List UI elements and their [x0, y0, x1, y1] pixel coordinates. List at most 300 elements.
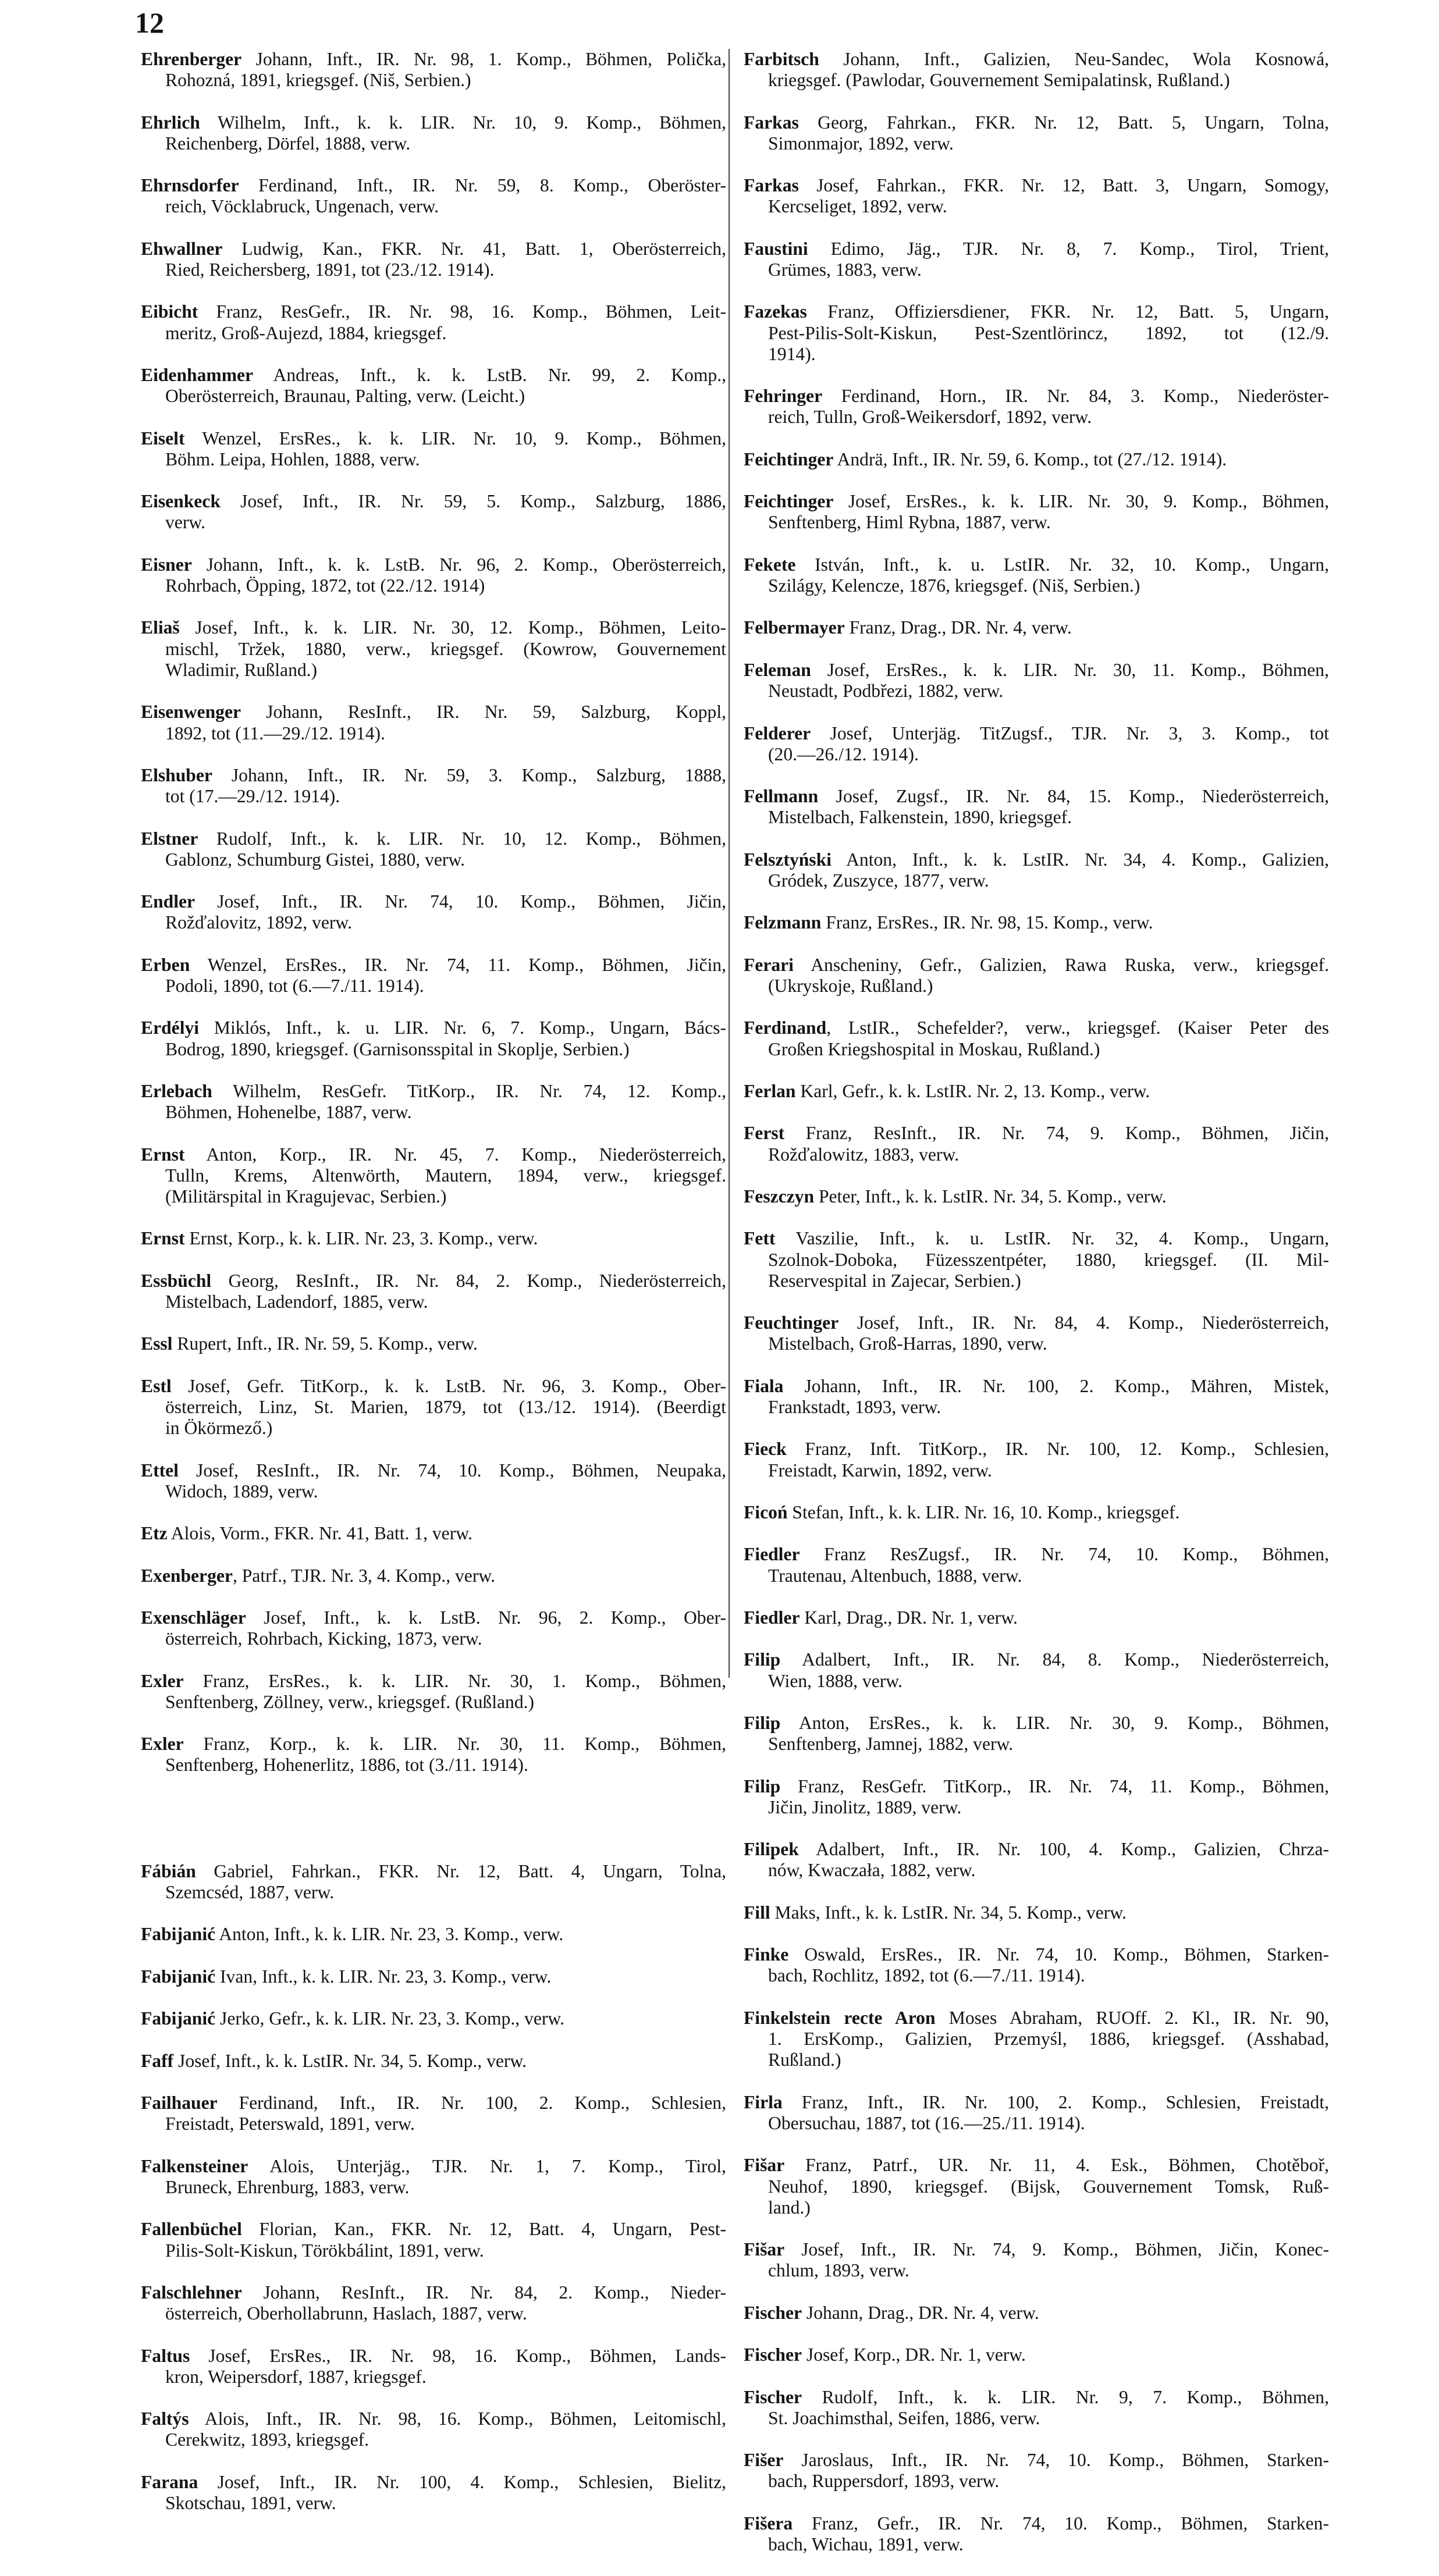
entry-surname: Feichtinger	[744, 491, 834, 512]
entry-surname: Farana	[141, 2471, 198, 2492]
list-item	[141, 1671, 726, 1734]
entry-line: Filip Franz, ResGefr. TitKorp., IR. Nr. 74, 11. Komp., Böhmen,	[744, 1776, 1329, 1796]
entry-surname: Feichtinger	[744, 449, 834, 469]
list-item	[744, 660, 1329, 723]
list-item	[141, 955, 726, 1018]
entry-surname: Elshuber	[141, 764, 212, 785]
entry-surname: Filip	[744, 1776, 781, 1796]
list-item	[744, 2008, 1329, 2092]
entry-line: Senftenberg, Jamnej, 1882, verw.	[768, 1734, 1014, 1755]
entry-surname: Ficoń	[744, 1502, 788, 1523]
entry-line: Failhauer Ferdinand, Inft., IR. Nr. 100, 2. Komp., Schlesien,	[141, 2093, 726, 2114]
entry-surname: Ernst	[141, 1228, 185, 1249]
entry-line: Fiala Johann, Inft., IR. Nr. 100, 2. Komp., Mähren, Mistek,	[744, 1375, 1329, 1396]
entry-surname: Fehringer	[744, 386, 823, 407]
entry-surname: Faltus	[141, 2345, 190, 2366]
entry-line: Szolnok-Doboka, Füzesszentpéter, 1880, kriegsgef. (II. Mil-	[768, 1249, 1329, 1270]
left-column	[141, 49, 726, 2535]
entry-line: Gablonz, Schumburg Gistei, 1880, verw.	[165, 849, 466, 870]
list-item	[744, 1376, 1329, 1439]
entry-line: Falschlehner Johann, ResInft., IR. Nr. 84, 2. Komp., Nieder-	[141, 2282, 726, 2303]
entry-line: (20.—26./12. 1914).	[768, 743, 919, 764]
entry-line: österreich, Oberhollabrunn, Haslach, 1887, verw.	[165, 2303, 527, 2324]
entry-line: Wladimir, Rußland.)	[165, 659, 318, 680]
entry-line: Fiedler Karl, Drag., DR. Nr. 1, verw.	[744, 1607, 1018, 1628]
list-item	[141, 2219, 726, 2282]
entry-surname: Ferlan	[744, 1080, 796, 1101]
entry-line: Estl Josef, Gefr. TitKorp., k. k. LstB. Nr. 96, 3. Komp., Ober-	[141, 1375, 726, 1396]
entry-line: verw.	[165, 512, 206, 533]
list-item	[744, 449, 1329, 491]
entry-surname: Elstner	[141, 828, 198, 849]
list-item	[141, 765, 726, 828]
column-divider	[729, 49, 730, 1678]
entry-line: Neuhof, 1890, kriegsgef. (Bijsk, Gouvernement Tomsk, Ruß-	[768, 2176, 1329, 2197]
entry-line: Falkensteiner Alois, Unterjäg., TJR. Nr. 1, 7. Komp., Tirol,	[141, 2155, 726, 2176]
entry-line: nów, Kwaczała, 1882, verw.	[768, 1860, 976, 1881]
entry-line: Essl Rupert, Inft., IR. Nr. 59, 5. Komp., verw.	[141, 1333, 478, 1354]
entry-line: Fill Maks, Inft., k. k. LstIR. Nr. 34, 5. Komp., verw.	[744, 1902, 1127, 1923]
list-item	[744, 1439, 1329, 1502]
list-item	[141, 1734, 726, 1797]
entry-line: Grümes, 1883, verw.	[768, 259, 922, 280]
entry-line: Mistelbach, Ladendorf, 1885, verw.	[165, 1291, 428, 1312]
entry-line: Faustini Edimo, Jäg., TJR. Nr. 8, 7. Komp., Tirol, Trient,	[744, 238, 1329, 259]
entry-surname: Faustini	[744, 238, 808, 259]
entry-line: Elshuber Johann, Inft., IR. Nr. 59, 3. Komp., Salzburg, 1888,	[141, 764, 726, 785]
entry-surname: Faltýs	[141, 2408, 189, 2429]
entry-surname: Eisenkeck	[141, 491, 221, 512]
entry-surname: Eisner	[141, 554, 192, 575]
entry-line: Fabijanić Ivan, Inft., k. k. LIR. Nr. 23, 3. Komp., verw.	[141, 1966, 552, 1987]
entry-line: Felbermayer Franz, Drag., DR. Nr. 4, verw.	[744, 617, 1072, 638]
entry-line: 1892, tot (11.—29./12. 1914).	[165, 723, 385, 743]
entry-line: Widoch, 1889, verw.	[165, 1481, 318, 1502]
list-item	[744, 617, 1329, 659]
list-item	[141, 1861, 726, 1924]
entry-surname: Fischer	[744, 2302, 802, 2323]
entry-line: Reservespital in Zajecar, Serbien.)	[768, 1270, 1021, 1291]
entry-surname: Firla	[744, 2091, 783, 2112]
list-item	[141, 617, 726, 702]
entry-surname: Fazekas	[744, 301, 807, 322]
entry-line: Fišar Josef, Inft., IR. Nr. 74, 9. Komp., Böhmen, Jičin, Konec-	[744, 2239, 1329, 2260]
entry-surname: Exler	[141, 1734, 184, 1755]
entry-line: Exenschläger Josef, Inft., k. k. LstB. Nr. 96, 2. Komp., Ober-	[141, 1607, 726, 1628]
entry-line: Bruneck, Ehrenburg, 1883, verw.	[165, 2176, 410, 2197]
entry-surname: Erben	[141, 954, 190, 975]
entry-line: bach, Rochlitz, 1892, tot (6.—7./11. 1914).	[768, 1965, 1085, 1986]
entry-line: Pest-Pilis-Solt-Kiskun, Pest-Szentlörincz, 1892, tot (12./9.	[768, 322, 1329, 343]
list-item	[744, 1776, 1329, 1840]
list-item	[141, 175, 726, 239]
entry-line: Ferdinand, LstIR., Schefelder?, verw., kriegsgef. (Kaiser Peter des	[744, 1017, 1329, 1038]
entry-surname: Ferst	[744, 1123, 785, 1144]
entry-line: Ferlan Karl, Gefr., k. k. LstIR. Nr. 2, 13. Komp., verw.	[744, 1080, 1150, 1101]
entry-surname: Erdélyi	[141, 1017, 200, 1038]
entry-surname: Fieck	[744, 1439, 787, 1460]
entry-line: bach, Ruppersdorf, 1893, verw.	[768, 2471, 1000, 2492]
entry-line: Ernst Ernst, Korp., k. k. LIR. Nr. 23, 3. Komp., verw.	[141, 1228, 538, 1249]
entry-line: Fiedler Franz ResZugsf., IR. Nr. 74, 10. Komp., Böhmen,	[744, 1544, 1329, 1565]
entry-surname: Ettel	[141, 1460, 179, 1481]
entry-line: Gródek, Zuszyce, 1877, verw.	[768, 870, 989, 891]
entry-line: Szemcséd, 1887, verw.	[165, 1882, 335, 1903]
entry-surname: Fiala	[744, 1375, 784, 1396]
entry-line: Endler Josef, Inft., IR. Nr. 74, 10. Komp., Böhmen, Jičin,	[141, 891, 726, 912]
entry-surname: Feleman	[744, 659, 811, 680]
entry-surname: Feuchtinger	[744, 1312, 839, 1333]
entry-line: Rožďalowitz, 1883, verw.	[768, 1144, 960, 1165]
entry-surname: Felderer	[744, 723, 811, 743]
list-item	[141, 2472, 726, 2535]
entry-line: Eliaš Josef, Inft., k. k. LIR. Nr. 30, 12. Komp., Böhmen, Leito-	[141, 617, 726, 638]
entry-line: Finkelstein recte Aron Moses Abraham, RUOff. 2. Kl., IR. Nr. 90,	[744, 2007, 1329, 2028]
entry-line: Frankstadt, 1893, verw.	[768, 1397, 941, 1417]
entry-line: Eibicht Franz, ResGefr., IR. Nr. 98, 16. Komp., Böhmen, Leit-	[141, 301, 726, 322]
entry-surname: Falschlehner	[141, 2282, 242, 2303]
right-column	[744, 49, 1329, 2576]
list-item	[744, 301, 1329, 386]
entry-line: Mistelbach, Groß-Harras, 1890, verw.	[768, 1333, 1047, 1354]
entry-line: Fabijanić Anton, Inft., k. k. LIR. Nr. 23, 3. Komp., verw.	[141, 1924, 564, 1945]
list-item	[141, 301, 726, 365]
entry-line: Ehwallner Ludwig, Kan., FKR. Nr. 41, Batt. 1, Oberösterreich,	[141, 238, 726, 259]
list-item	[744, 1123, 1329, 1186]
entry-list	[141, 49, 726, 1797]
list-item	[744, 49, 1329, 112]
list-item	[744, 1312, 1329, 1376]
entry-surname: Essl	[141, 1333, 173, 1354]
entry-surname: Fiedler	[744, 1544, 800, 1565]
entry-line: Elstner Rudolf, Inft., k. k. LIR. Nr. 10, 12. Komp., Böhmen,	[141, 828, 726, 849]
list-item	[744, 1186, 1329, 1228]
entry-surname: Etz	[141, 1523, 168, 1544]
entry-line: Eidenhammer Andreas, Inft., k. k. LstB. Nr. 99, 2. Komp.,	[141, 365, 726, 386]
list-item	[141, 49, 726, 112]
list-item	[141, 702, 726, 765]
entry-line: Szilágy, Kelencze, 1876, kriegsgef. (Niš, Serbien.)	[768, 575, 1140, 596]
entry-line: Ehrenberger Johann, Inft., IR. Nr. 98, 1. Komp., Böhmen, Polička,	[141, 49, 726, 69]
section-gap	[141, 1797, 726, 1861]
list-item	[141, 1017, 726, 1081]
list-item	[744, 2450, 1329, 2513]
entry-line: Exenberger, Patrf., TJR. Nr. 3, 4. Komp., verw.	[141, 1565, 495, 1586]
list-item	[141, 239, 726, 302]
entry-line: Senftenberg, Hohenerlitz, 1886, tot (3./11. 1914).	[165, 1755, 528, 1776]
entry-line: in Ökörmező.)	[165, 1418, 273, 1439]
entry-line: Erdélyi Miklós, Inft., k. u. LIR. Nr. 6, 7. Komp., Ungarn, Bács-	[141, 1017, 726, 1038]
list-item	[744, 2239, 1329, 2303]
entry-line: Podoli, 1890, tot (6.—7./11. 1914).	[165, 975, 424, 996]
list-item	[141, 428, 726, 492]
entry-line: Bodrog, 1890, kriegsgef. (Garnisonsspital in Skoplje, Serbien.)	[165, 1038, 630, 1059]
entry-line: Fieck Franz, Inft. TitKorp., IR. Nr. 100, 12. Komp., Schlesien,	[744, 1439, 1329, 1460]
entry-surname: Eiselt	[141, 428, 185, 449]
list-item	[141, 1924, 726, 1966]
list-item	[141, 554, 726, 618]
entry-surname: Estl	[141, 1375, 172, 1396]
list-item	[141, 1271, 726, 1334]
entry-surname: Fallenbüchel	[141, 2219, 242, 2240]
list-item	[141, 1376, 726, 1460]
list-item	[744, 1944, 1329, 2008]
entry-line: Fett Vaszilie, Inft., k. u. LstIR. Nr. 32, 4. Komp., Ungarn,	[744, 1228, 1329, 1249]
entry-surname: Fellmann	[744, 786, 819, 807]
entry-line: Ettel Josef, ResInft., IR. Nr. 74, 10. Komp., Böhmen, Neupaka,	[141, 1460, 726, 1481]
list-item	[744, 386, 1329, 449]
entry-line: Feichtinger Andrä, Inft., IR. Nr. 59, 6. Komp., tot (27./12. 1914).	[744, 449, 1227, 469]
entry-surname: Filip	[744, 1649, 781, 1670]
entry-line: Freistadt, Karwin, 1892, verw.	[768, 1460, 992, 1481]
entry-line: Fišera Franz, Gefr., IR. Nr. 74, 10. Komp., Böhmen, Starken-	[744, 2513, 1329, 2534]
entry-line: Ehrnsdorfer Ferdinand, Inft., IR. Nr. 59, 8. Komp., Oberöster-	[141, 175, 726, 196]
entry-line: Firla Franz, Inft., IR. Nr. 100, 2. Komp., Schlesien, Freistadt,	[744, 2091, 1329, 2112]
list-item	[744, 1649, 1329, 1713]
entry-line: Wien, 1888, verw.	[768, 1670, 903, 1691]
entry-line: kron, Weipersdorf, 1887, kriegsgef.	[165, 2366, 427, 2387]
entry-line: österreich, Rohrbach, Kicking, 1873, verw.	[165, 1628, 482, 1649]
entry-surname: Failhauer	[141, 2093, 218, 2114]
list-item	[141, 2051, 726, 2093]
entry-line: Senftenberg, Zöllney, verw., kriegsgef. (Rußland.)	[165, 1691, 535, 1712]
entry-line: Rožďalovitz, 1892, verw.	[165, 912, 353, 933]
list-item	[744, 175, 1329, 239]
list-item	[141, 112, 726, 176]
entry-line: Fabijanić Jerko, Gefr., k. k. LIR. Nr. 23, 3. Komp., verw.	[141, 2008, 565, 2029]
entry-line: Essbüchl Georg, ResInft., IR. Nr. 84, 2. Komp., Niederösterreich,	[141, 1270, 726, 1291]
entry-line: Böhm. Leipa, Hohlen, 1888, verw.	[165, 449, 420, 469]
list-item	[744, 1502, 1329, 1544]
list-item	[141, 1228, 726, 1270]
entry-surname: Farkas	[744, 175, 799, 196]
entry-line: Fišer Jaroslaus, Inft., IR. Nr. 74, 10. Komp., Böhmen, Starken-	[744, 2450, 1329, 2471]
entry-line: österreich, Linz, St. Marien, 1879, tot (13./12. 1914). (Beerdigt	[165, 1397, 726, 1417]
entry-line: Reichenberg, Dörfel, 1888, verw.	[165, 133, 411, 154]
list-item	[744, 2387, 1329, 2450]
entry-line: Felsztyński Anton, Inft., k. k. LstIR. Nr. 34, 4. Komp., Galizien,	[744, 849, 1329, 870]
entry-line: mischl, Tržek, 1880, verw., kriegsgef. (Kowrow, Gouvernement	[165, 638, 726, 659]
list-item	[141, 491, 726, 554]
entry-line: Rohrbach, Öpping, 1872, tot (22./12. 1914)	[165, 575, 485, 596]
entry-line: Obersuchau, 1887, tot (16.—25./11. 1914).	[768, 2112, 1085, 2133]
entry-line: chlum, 1893, verw.	[768, 2260, 909, 2281]
entry-surname: Felzmann	[744, 912, 822, 933]
entry-line: Freistadt, Peterswald, 1891, verw.	[165, 2114, 415, 2134]
entry-line: Fekete István, Inft., k. u. LstIR. Nr. 32, 10. Komp., Ungarn,	[744, 554, 1329, 575]
list-item	[141, 1081, 726, 1144]
entry-line: Oberösterreich, Braunau, Palting, verw. (Leicht.)	[165, 386, 525, 407]
list-item	[744, 239, 1329, 302]
entry-line: Fischer Rudolf, Inft., k. k. LIR. Nr. 9, 7. Komp., Böhmen,	[744, 2386, 1329, 2407]
list-item	[744, 2513, 1329, 2576]
entry-line: Kercseliget, 1892, verw.	[768, 196, 947, 217]
entry-line: reich, Tulln, Groß-Weikersdorf, 1892, verw.	[768, 407, 1092, 428]
entry-surname: Ernst	[141, 1144, 185, 1165]
entry-line: Eisenwenger Johann, ResInft., IR. Nr. 59, Salzburg, Koppl,	[141, 702, 726, 723]
list-item	[744, 112, 1329, 176]
list-item	[744, 1081, 1329, 1123]
page-number: 12	[135, 6, 164, 39]
entry-line: Ried, Reichersberg, 1891, tot (23./12. 1914).	[165, 259, 495, 280]
entry-line: Neustadt, Podbřezi, 1882, verw.	[768, 681, 1004, 702]
entry-line: meritz, Groß-Aujezd, 1884, kriegsgef.	[165, 322, 447, 343]
list-item	[141, 2282, 726, 2346]
entry-surname: Fekete	[744, 554, 796, 575]
entry-line: Feleman Josef, ErsRes., k. k. LIR. Nr. 30, 11. Komp., Böhmen,	[744, 659, 1329, 680]
entry-line: Fehringer Ferdinand, Horn., IR. Nr. 84, 3. Komp., Niederöster-	[744, 386, 1329, 407]
entry-line: Eiselt Wenzel, ErsRes., k. k. LIR. Nr. 10, 9. Komp., Böhmen,	[141, 428, 726, 449]
list-item	[141, 1523, 726, 1565]
list-item	[141, 1144, 726, 1229]
entry-surname: Fiedler	[744, 1607, 800, 1628]
entry-line: Jičin, Jinolitz, 1889, verw.	[768, 1796, 962, 1817]
list-item	[141, 1460, 726, 1524]
entry-line: Fellmann Josef, Zugsf., IR. Nr. 84, 15. Komp., Niederösterreich,	[744, 786, 1329, 807]
entry-surname: Fabijanić	[141, 1924, 216, 1945]
entry-line: Ehrlich Wilhelm, Inft., k. k. LIR. Nr. 10, 9. Komp., Böhmen,	[141, 112, 726, 133]
list-item	[141, 2008, 726, 2050]
entry-line: Felzmann Franz, ErsRes., IR. Nr. 98, 15. Komp., verw.	[744, 912, 1153, 933]
entry-line: Mistelbach, Falkenstein, 1890, kriegsgef.	[768, 807, 1072, 828]
entry-surname: Ehwallner	[141, 238, 223, 259]
entry-line: Erben Wenzel, ErsRes., IR. Nr. 74, 11. Komp., Böhmen, Jičin,	[141, 954, 726, 975]
entry-surname: Eibicht	[141, 301, 198, 322]
entry-surname: Fill	[744, 1902, 770, 1923]
entry-surname: Ehrenberger	[141, 49, 242, 69]
entry-surname: Fišer	[744, 2450, 784, 2471]
list-item	[141, 891, 726, 955]
entry-line: Rohozná, 1891, kriegsgef. (Niš, Serbien.)	[165, 70, 471, 91]
entry-surname: Finkelstein recte Aron	[744, 2007, 936, 2028]
entry-line: Filip Anton, ErsRes., k. k. LIR. Nr. 30, 9. Komp., Böhmen,	[744, 1713, 1329, 1734]
entry-line: Fallenbüchel Florian, Kan., FKR. Nr. 12, Batt. 4, Ungarn, Pest-	[141, 2219, 726, 2240]
entry-line: Eisenkeck Josef, Inft., IR. Nr. 59, 5. Komp., Salzburg, 1886,	[141, 491, 726, 512]
list-item	[141, 828, 726, 892]
entry-line: reich, Vöcklabruck, Ungenach, verw.	[165, 196, 439, 217]
entry-line: Ferari Anscheniny, Gefr., Galizien, Rawa Ruska, verw., kriegsgef.	[744, 954, 1329, 975]
entry-line: Farkas Georg, Fahrkan., FKR. Nr. 12, Batt. 5, Ungarn, Tolna,	[744, 112, 1329, 133]
entry-surname: Essbüchl	[141, 1270, 212, 1291]
list-item	[744, 1713, 1329, 1776]
list-item	[141, 1966, 726, 2008]
entry-line: Faltýs Alois, Inft., IR. Nr. 98, 16. Komp., Böhmen, Leitomischl,	[141, 2408, 726, 2429]
entry-surname: Fabijanić	[141, 2008, 216, 2029]
entry-line: Fišar Franz, Patrf., UR. Nr. 11, 4. Esk., Böhmen, Chotěboř,	[744, 2155, 1329, 2176]
entry-line: 1. ErsKomp., Galizien, Przemyśl, 1886, kriegsgef. (Asshabad,	[768, 2029, 1329, 2050]
entry-surname: Fišera	[744, 2513, 793, 2534]
list-item	[744, 912, 1329, 954]
list-item	[744, 1607, 1329, 1649]
entry-line: Senftenberg, Himl Rybna, 1887, verw.	[768, 512, 1051, 533]
list-item	[141, 2346, 726, 2409]
entry-line: Farbitsch Johann, Inft., Galizien, Neu-Sandec, Wola Kosnowá,	[744, 49, 1329, 69]
list-item	[141, 365, 726, 428]
entry-line: Faltus Josef, ErsRes., IR. Nr. 98, 16. Komp., Böhmen, Lands-	[141, 2345, 726, 2366]
entry-line: Farkas Josef, Fahrkan., FKR. Nr. 12, Batt. 3, Ungarn, Somogy,	[744, 175, 1329, 196]
entry-line: Tulln, Krems, Altenwörth, Mautern, 1894, verw., kriegsgef.	[165, 1165, 726, 1186]
entry-line: St. Joachimsthal, Seifen, 1886, verw.	[768, 2407, 1040, 2428]
entry-line: Ficoń Stefan, Inft., k. k. LIR. Nr. 16, 10. Komp., kriegsgef.	[744, 1502, 1180, 1523]
entry-line: Exler Franz, ErsRes., k. k. LIR. Nr. 30, 1. Komp., Böhmen,	[141, 1670, 726, 1691]
entry-surname: Erlebach	[141, 1080, 212, 1101]
list-item	[744, 2344, 1329, 2386]
entry-surname: Finke	[744, 1944, 789, 1965]
entry-list	[744, 49, 1329, 2576]
entry-surname: Endler	[141, 891, 196, 912]
entry-surname: Filipek	[744, 1839, 799, 1860]
entry-surname: Exenschläger	[141, 1607, 246, 1628]
entry-surname: Exler	[141, 1670, 184, 1691]
list-item	[744, 1228, 1329, 1312]
entry-surname: Ehrnsdorfer	[141, 175, 239, 196]
entry-surname: Exenberger	[141, 1565, 233, 1586]
entry-line: tot (17.—29./12. 1914).	[165, 786, 340, 807]
entry-line: Fábián Gabriel, Fahrkan., FKR. Nr. 12, Batt. 4, Ungarn, Tolna,	[141, 1860, 726, 1881]
entry-line: Skotschau, 1891, verw.	[165, 2492, 336, 2513]
entry-line: Pilis-Solt-Kiskun, Törökbálint, 1891, verw.	[165, 2240, 484, 2261]
list-item	[744, 1544, 1329, 1607]
entry-surname: Ferari	[744, 954, 794, 975]
entry-list	[141, 1861, 726, 2535]
entry-line: bach, Wichau, 1891, verw.	[768, 2534, 964, 2554]
entry-surname: Eidenhammer	[141, 365, 254, 386]
entry-surname: Farkas	[744, 112, 799, 133]
entry-surname: Ferdinand	[744, 1017, 827, 1038]
list-item	[744, 554, 1329, 618]
list-item	[141, 2093, 726, 2156]
entry-line: (Ukryskoje, Rußland.)	[768, 975, 933, 996]
entry-line: Filipek Adalbert, Inft., IR. Nr. 100, 4. Komp., Galizien, Chrza-	[744, 1839, 1329, 1860]
entry-line: Fazekas Franz, Offiziersdiener, FKR. Nr. 12, Batt. 5, Ungarn,	[744, 301, 1329, 322]
entry-surname: Fett	[744, 1228, 776, 1249]
entry-line: Feszczyn Peter, Inft., k. k. LstIR. Nr. 34, 5. Komp., verw.	[744, 1186, 1167, 1207]
list-item	[141, 1333, 726, 1375]
entry-surname: Eisenwenger	[141, 702, 241, 723]
list-item	[744, 955, 1329, 1018]
entry-line: Fischer Josef, Korp., DR. Nr. 1, verw.	[744, 2344, 1026, 2365]
entry-line: Trautenau, Altenbuch, 1888, verw.	[768, 1565, 1022, 1586]
entry-line: 1914).	[768, 343, 816, 364]
entry-surname: Faff	[141, 2050, 174, 2071]
entry-line: Erlebach Wilhelm, ResGefr. TitKorp., IR. Nr. 74, 12. Komp.,	[141, 1080, 726, 1101]
entry-line: Cerekwitz, 1893, kriegsgef.	[165, 2429, 369, 2450]
entry-surname: Falkensteiner	[141, 2155, 248, 2176]
list-item	[141, 2408, 726, 2472]
entry-line: Exler Franz, Korp., k. k. LIR. Nr. 30, 11. Komp., Böhmen,	[141, 1734, 726, 1755]
entry-surname: Fischer	[744, 2386, 802, 2407]
entry-surname: Felsztyński	[744, 849, 832, 870]
entry-line: kriegsgef. (Pawlodar, Gouvernement Semipalatinsk, Rußland.)	[768, 70, 1230, 91]
entry-line: Fischer Johann, Drag., DR. Nr. 4, verw.	[744, 2302, 1039, 2323]
entry-surname: Feszczyn	[744, 1186, 815, 1207]
list-item	[744, 1017, 1329, 1081]
entry-line: Filip Adalbert, Inft., IR. Nr. 84, 8. Komp., Niederösterreich,	[744, 1649, 1329, 1670]
list-item	[744, 491, 1329, 554]
entry-surname: Felbermayer	[744, 617, 845, 638]
entry-line: Finke Oswald, ErsRes., IR. Nr. 74, 10. Komp., Böhmen, Starken-	[744, 1944, 1329, 1965]
list-item	[141, 1565, 726, 1607]
list-item	[744, 2092, 1329, 2155]
entry-line: Großen Kriegshospital in Moskau, Rußland.)	[768, 1038, 1100, 1059]
entry-line: Ernst Anton, Korp., IR. Nr. 45, 7. Komp., Niederösterreich,	[141, 1144, 726, 1165]
entry-surname: Fišar	[744, 2239, 785, 2260]
entry-surname: Farbitsch	[744, 49, 819, 69]
list-item	[744, 2303, 1329, 2344]
list-item	[744, 849, 1329, 913]
entry-line: Simonmajor, 1892, verw.	[768, 133, 954, 154]
entry-surname: Fabijanić	[141, 1966, 216, 1987]
